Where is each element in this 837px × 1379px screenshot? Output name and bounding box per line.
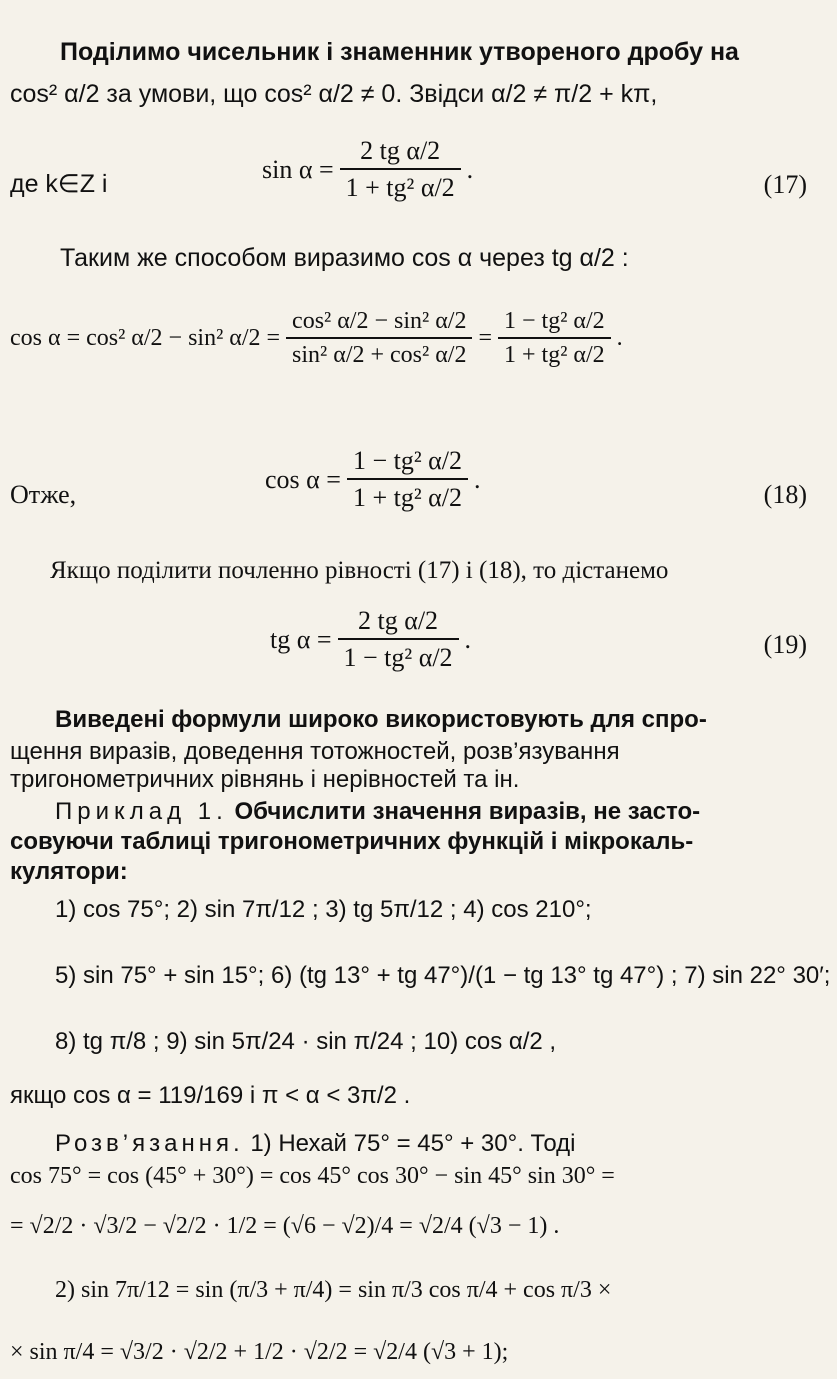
- cos-end: .: [616, 325, 623, 351]
- cos-fraction-2-denominator: 1 + tg² α/2: [498, 337, 611, 369]
- solution-line-4: 2) sin 7π/12 = sin (π/3 + π/4) = sin π/3 cos π/4 + cos π/3 ×: [55, 1277, 612, 1303]
- eq18-numerator: 1 − tg² α/2: [352, 446, 462, 475]
- eq18-lhs: cos α =: [265, 464, 341, 494]
- tasks-line-4: якщо cos α = 119/169 і π < α < 3π/2 .: [10, 1082, 411, 1109]
- example-line-1: [55, 800, 700, 824]
- tasks-line-2: 5) sin 75° + sin 15°; 6) (tg 13° + tg 47°)/(1 − tg 13° tg 47°) ; 7) sin 22° 30′;: [55, 962, 831, 989]
- text-otzhe: Отже,: [10, 480, 77, 509]
- eq17-lhs: sin α =: [262, 154, 334, 184]
- eq18-end: .: [473, 464, 481, 494]
- equation-18-number: (18): [763, 480, 807, 509]
- solution-line-1: [55, 1132, 575, 1156]
- equation-17-number: (17): [763, 170, 807, 199]
- paragraph-line-2: щення виразів, доведення тотожностей, розв’язування: [10, 738, 620, 765]
- equation-17: [262, 136, 473, 203]
- paragraph-line-1: Виведені формули широко використовують для спро-: [55, 706, 707, 733]
- eq18-denominator: 1 + tg² α/2: [347, 478, 468, 513]
- eq17-denominator: 1 + tg² α/2: [340, 168, 461, 203]
- paragraph-line-3: тригонометричних рівнянь і нерівностей та ін.: [10, 766, 520, 793]
- solution-line-5: × sin π/4 = √3/2 · √2/2 + 1/2 · √2/2 = √2/4 (√3 + 1);: [10, 1339, 509, 1365]
- solution-line-2: cos 75° = cos (45° + 30°) = cos 45° cos 30° − sin 45° sin 30° =: [10, 1163, 615, 1189]
- cos-lhs: cos α = cos² α/2 − sin² α/2 =: [10, 325, 281, 351]
- example-line-2: совуючи таблиці тригонометричних функцій і мікрокаль-: [10, 828, 694, 855]
- solution-title: Розв’язання.: [55, 1130, 244, 1157]
- text-line-6: Якщо поділити почленно рівності (17) і (18), то дістанемо: [50, 557, 669, 584]
- text-line-2: cos² α/2 за умови, що cos² α/2 ≠ 0. Звідси α/2 ≠ π/2 + kπ,: [10, 80, 658, 108]
- eq19-end: .: [464, 624, 472, 654]
- text-line-4: Таким же способом виразимо cos α через tg α/2 :: [60, 244, 629, 272]
- eq19-numerator: 2 tg α/2: [357, 606, 439, 635]
- eq19-fraction: [338, 606, 459, 673]
- tasks-line-3: 8) tg π/8 ; 9) sin 5π/24 · sin π/24 ; 10) cos α/2 ,: [55, 1028, 557, 1055]
- example-line-3: кулятори:: [10, 858, 128, 885]
- solution-step-1: 1) Нехай 75° = 45° + 30°. Тоді: [250, 1130, 576, 1157]
- eq17-fraction: [340, 136, 461, 203]
- cos-fraction-2-numerator: 1 − tg² α/2: [504, 308, 605, 334]
- equation-cos-derivation: [10, 308, 623, 369]
- cos-equals: =: [478, 325, 493, 351]
- equation-18: [265, 446, 480, 513]
- cos-fraction-1: [286, 308, 472, 369]
- text-line-1: Поділимо чисельник і знаменник утвореного дробу на: [60, 38, 739, 66]
- cos-fraction-2: [498, 308, 611, 369]
- example-title: Приклад 1.: [55, 798, 228, 825]
- equation-19-number: (19): [763, 630, 807, 659]
- text-line-3: де k∈Z і: [10, 170, 108, 198]
- eq17-numerator: 2 tg α/2: [360, 136, 441, 165]
- cos-fraction-1-denominator: sin² α/2 + cos² α/2: [286, 337, 472, 369]
- cos-fraction-1-numerator: cos² α/2 − sin² α/2: [292, 308, 467, 334]
- equation-19: [270, 606, 471, 673]
- solution-line-3: = √2/2 · √3/2 − √2/2 · 1/2 = (√6 − √2)/4 = √2/4 (√3 − 1) .: [10, 1213, 560, 1239]
- eq19-lhs: tg α =: [270, 624, 332, 654]
- example-text: Обчислити значення виразів, не засто-: [234, 798, 701, 825]
- eq18-fraction: [347, 446, 468, 513]
- tasks-line-1: 1) cos 75°; 2) sin 7π/12 ; 3) tg 5π/12 ; 4) cos 210°;: [55, 896, 592, 923]
- eq17-end: .: [466, 154, 474, 184]
- eq19-denominator: 1 − tg² α/2: [338, 638, 459, 673]
